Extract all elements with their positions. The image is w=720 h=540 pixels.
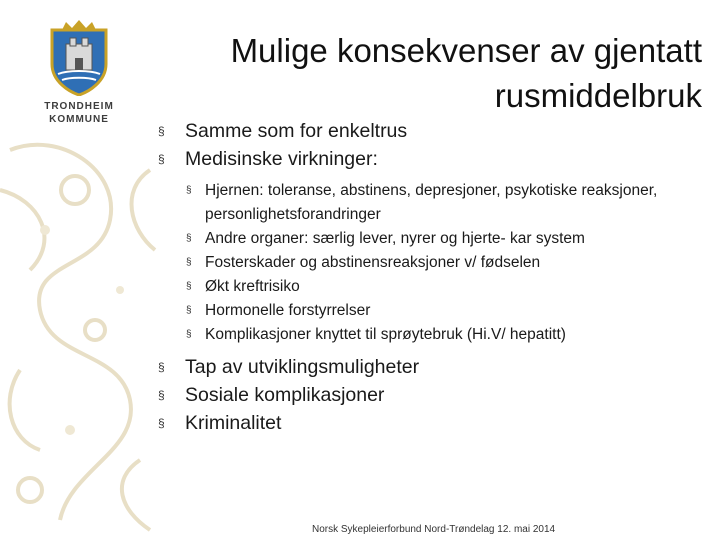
sub-bullet-text: Fosterskader og abstinensreaksjoner v/ fødselen	[205, 254, 541, 271]
bullet-item	[158, 145, 708, 173]
sub-bullet-item	[186, 251, 708, 275]
bullet-list	[158, 117, 708, 437]
bullet-marker-icon: §	[186, 329, 192, 340]
title-line2: rusmiddelbruk	[494, 77, 702, 114]
bullet-item	[158, 409, 708, 437]
bullet-marker-icon: §	[158, 388, 165, 402]
sub-bullet-text: Hormonelle forstyrrelser	[205, 302, 371, 319]
title-line1: Mulige konsekvenser av gjentatt	[230, 32, 702, 69]
sub-bullet-item	[186, 275, 708, 299]
bullet-text: Tap av utviklingsmuligheter	[185, 356, 420, 378]
ornament-decoration	[0, 130, 160, 540]
bullet-marker-icon: §	[158, 416, 165, 430]
sub-bullet-list	[186, 179, 708, 347]
org-name	[34, 100, 124, 126]
bullet-item	[158, 381, 708, 409]
bullet-marker-icon: §	[158, 360, 165, 374]
sub-bullet-text: Komplikasjoner knyttet til sprøytebruk (Hi.V/ hepatitt)	[205, 326, 566, 343]
bullet-text: Medisinske virkninger:	[185, 148, 378, 170]
bullet-marker-icon: §	[186, 233, 192, 244]
bullet-marker-icon: §	[158, 152, 165, 166]
bullet-text: Kriminalitet	[185, 412, 282, 434]
crest-icon	[48, 20, 110, 96]
bullet-marker-icon: §	[186, 257, 192, 268]
bullet-marker-icon: §	[158, 124, 165, 138]
bullet-marker-icon: §	[186, 305, 192, 316]
slide-title	[182, 28, 702, 118]
bullet-text: Sosiale komplikasjoner	[185, 384, 385, 406]
bullet-marker-icon: §	[186, 281, 192, 292]
footer-text: Norsk Sykepleierforbund Nord-Trøndelag 12. mai 2014	[312, 524, 556, 535]
sub-bullet-item	[186, 299, 708, 323]
sub-bullet-text: Økt kreftrisiko	[205, 278, 300, 295]
bullet-text: Samme som for enkeltrus	[185, 120, 408, 142]
org-name-line2: KOMMUNE	[49, 114, 109, 125]
sub-bullet-item	[186, 323, 708, 347]
sub-bullet-text: Andre organer: særlig lever, nyrer og hjerte- kar system	[205, 230, 585, 247]
org-name-line1: TRONDHEIM	[44, 101, 114, 112]
trondheim-logo	[34, 20, 124, 140]
bullet-item	[158, 353, 708, 381]
bullet-marker-icon: §	[186, 185, 192, 196]
bullet-item	[158, 117, 708, 145]
sub-bullet-item	[186, 179, 708, 227]
sub-bullet-item	[186, 227, 708, 251]
sub-bullet-text: Hjernen: toleranse, abstinens, depresjoner, psykotiske reaksjoner, personlighetsforandringer	[205, 182, 658, 223]
